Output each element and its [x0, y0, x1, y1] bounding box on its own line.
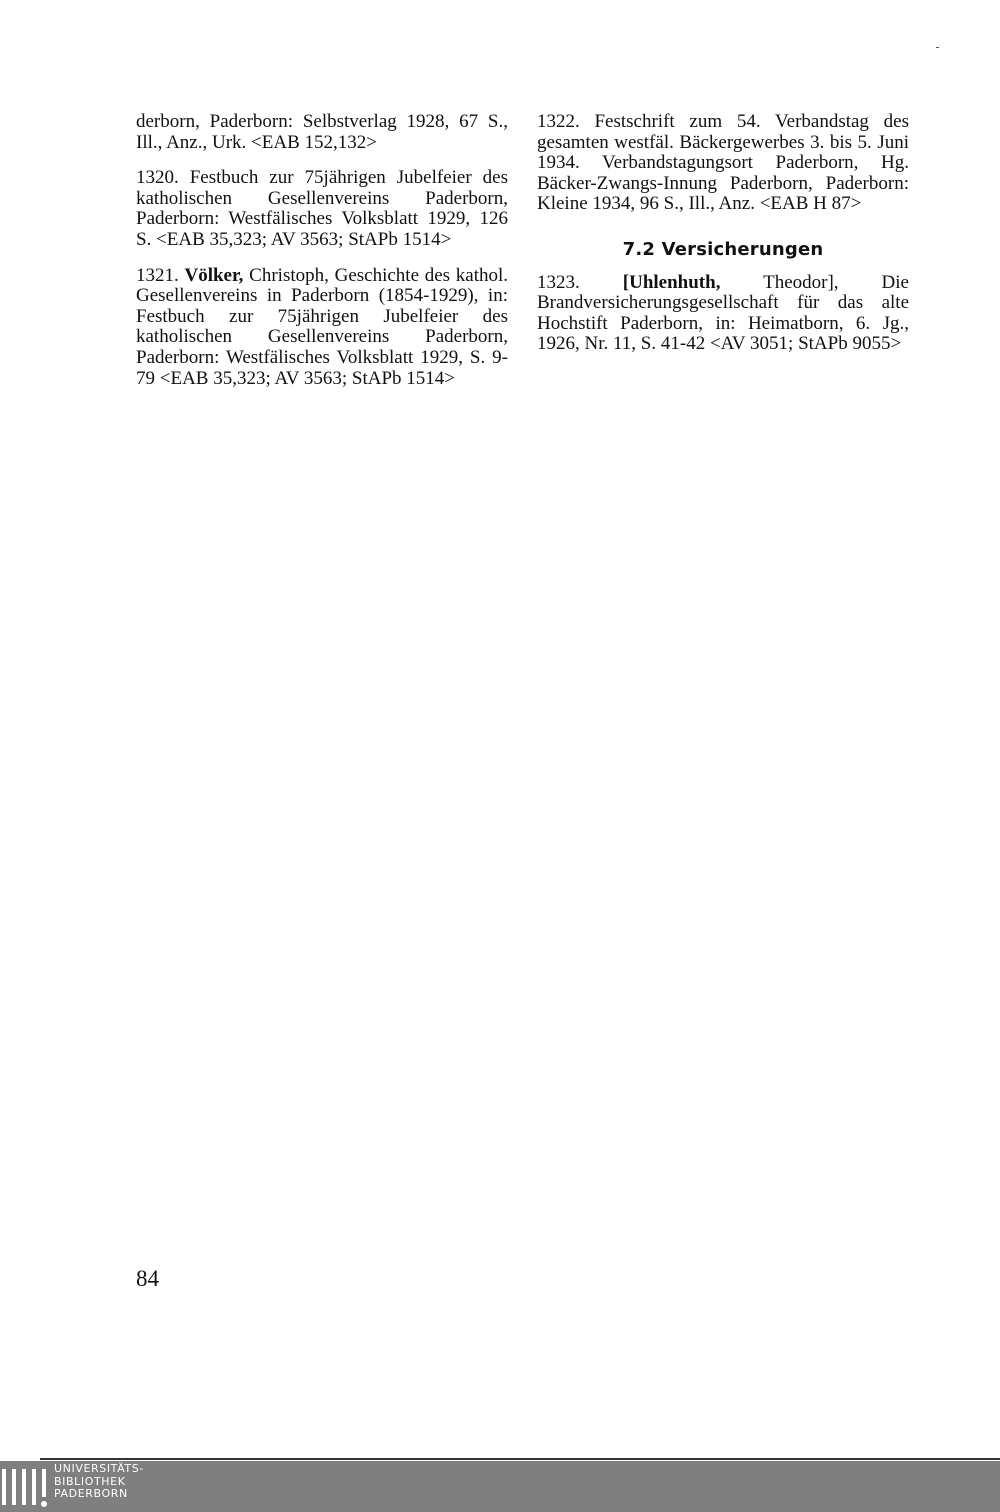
entry-text: Christoph, Geschichte des kathol. Gesellenvereins in Paderborn (1854-1929), in: Festbuch zur 75jährigen Jubelfeier des katholischen Gesellenvereins Paderborn, Paderborn: Westfälisches Volksblatt 1929, S. 9-79 <EAB 35,323; AV 3563; StAPb 1514>: [136, 264, 509, 389]
entry-1322: 1322. Festschrift zum 54. Verbandstag des gesamten westfäl. Bäckergewerbes 3. bis 5. Juni 1934. Verbandstagungsort Paderborn, Hg. Bäcker-Zwangs-Innung Paderborn, Paderborn: Kleine 1934, 96 S., Ill., Anz. <EAB H 87>: [537, 111, 909, 215]
footer-bar: [0, 1461, 1000, 1512]
right-column: [537, 112, 909, 370]
entry-number: 1321.: [136, 264, 179, 286]
entry-1320: 1320. Festbuch zur 75jährigen Jubelfeier des katholischen Gesellenvereins Paderborn, Paderborn: Westfälisches Volksblatt 1929, 126 S. <EAB 35,323; AV 3563; StAPb 1514>: [136, 167, 508, 250]
entry-1321: [136, 266, 508, 390]
scan-mark: [936, 47, 939, 48]
entry-number: 1323.: [537, 271, 580, 293]
left-column: [136, 112, 508, 404]
entry-author: [Uhlenhuth,: [622, 271, 721, 293]
logo-line: UNIVERSITÄTS-: [54, 1462, 144, 1475]
logo-line: PADERBORN: [54, 1487, 128, 1500]
footer-rule: [40, 1458, 1000, 1460]
section-heading: 7.2 Versicherungen: [622, 238, 824, 260]
entry-text: Theodor], Die Brandversicherungsgesellschaft für das alte Hochstift Paderborn, in: Heimatborn, 6. Jg., 1926, Nr. 11, S. 41-42 <AV 3051; StAPb 9055>: [537, 271, 909, 355]
page-number: 84: [136, 1266, 159, 1291]
entry-continuation: derborn, Paderborn: Selbstverlag 1928, 67 S., Ill., Anz., Urk. <EAB 152,132>: [136, 111, 508, 153]
entry-author: Völker,: [184, 264, 244, 286]
library-logo-icon: [2, 1465, 48, 1509]
logo-line: BIBLIOTHEK: [54, 1474, 126, 1488]
library-logo-text: [54, 1463, 144, 1501]
entry-1323: [537, 273, 909, 355]
